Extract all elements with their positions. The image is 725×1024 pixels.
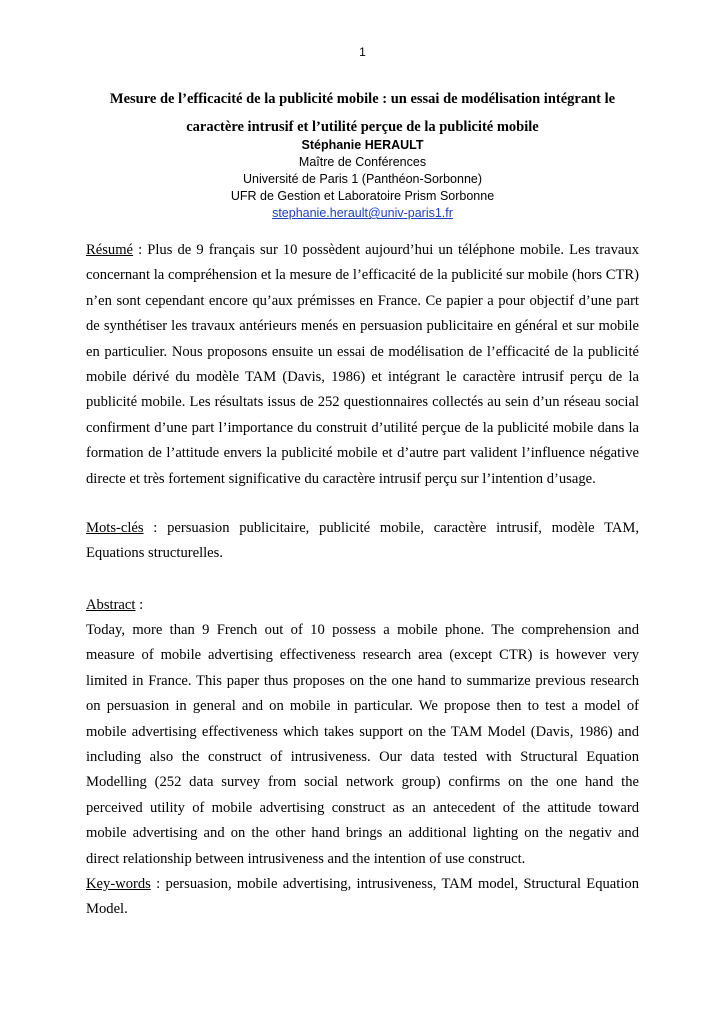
resume-label: Résumé bbox=[86, 242, 134, 258]
abstract-heading bbox=[86, 593, 639, 618]
page-number: 1 bbox=[359, 45, 366, 59]
abstract-paragraph: Today, more than 9 French out of 10 possess a mobile phone. The comprehension and measure of mobile advertising effectiveness research area (except CTR) is however very limited in France. This paper thus proposes on the one hand to summarize previous research on persuasion in general and on mobile in particular. We propose then to test a model of mobile advertising effectiveness which takes support on the TAM Model (Davis, 1986) and including also the construct of intrusiveness. Our data tested with Structural Equation Modelling (252 data survey from social network group) confirms on the one hand the perceived utility of mobile advertising construct as an antecedent of the attitude toward mobile advertising and on the other hand brings an additional lighting on the negativ and direct relationship between intrusiveness and the intention of use construct. bbox=[86, 622, 639, 867]
keywords-paragraph bbox=[86, 872, 639, 923]
keywords-label: Key-words bbox=[86, 876, 151, 892]
author-block bbox=[0, 137, 725, 222]
mots-cles-text: persuasion publicitaire, publicité mobile, caractère intrusif, modèle TAM, Equations structurelles. bbox=[86, 520, 639, 562]
author-position: Maître de Conférences bbox=[298, 155, 427, 169]
author-university: Université de Paris 1 (Panthéon-Sorbonne) bbox=[242, 172, 483, 186]
paper-title: Mesure de l’efficacité de la publicité mobile : un essai de modélisation intégrant le caractère intrusif et l’utilité perçue de la publicité mobile bbox=[109, 91, 616, 135]
abstract-separator: : bbox=[135, 597, 144, 613]
resume-paragraph bbox=[86, 238, 639, 492]
mots-cles-separator: : bbox=[143, 520, 168, 536]
mots-cles-label: Mots-clés bbox=[86, 520, 144, 536]
author-email-link[interactable]: stephanie.herault@univ-paris1.fr bbox=[272, 206, 453, 220]
author-name: Stéphanie HERAULT bbox=[301, 138, 424, 152]
resume-separator: : bbox=[133, 242, 148, 258]
author-department: UFR de Gestion et Laboratoire Prism Sorbonne bbox=[230, 189, 495, 203]
keywords-text: persuasion, mobile advertising, intrusiveness, TAM model, Structural Equation Model. bbox=[86, 876, 639, 918]
mots-cles-paragraph bbox=[86, 516, 639, 567]
abstract-label: Abstract bbox=[86, 597, 136, 613]
resume-text: Plus de 9 français sur 10 possèdent aujourd’hui un téléphone mobile. Les travaux concernant la compréhension et la mesure de l’efficacité de la publicité sur mobile (hors CTR) n’en sont cependant encore qu’aux prémisses en France. Ce papier a pour objectif d’une part de synthétiser les travaux antérieurs menés en persuasion publicitaire en général et sur mobile en particulier. Nous proposons ensuite un essai de modélisation de l’efficacité de la publicité mobile dérivé du modèle TAM (Davis, 1986) et intégrant le caractère intrusif perçu de la publicité mobile. Les résultats issus de 252 questionnaires collectés au sein d’un réseau social confirment d’une part l’importance du construit d’utilité perçue de la publicité mobile dans la formation de l’attitude envers la publicité mobile et d’autre part valident l’influence négative directe et très fortement significative du caractère intrusif perçu sur l’intention d’usage. bbox=[86, 242, 639, 487]
keywords-separator: : bbox=[150, 876, 166, 892]
